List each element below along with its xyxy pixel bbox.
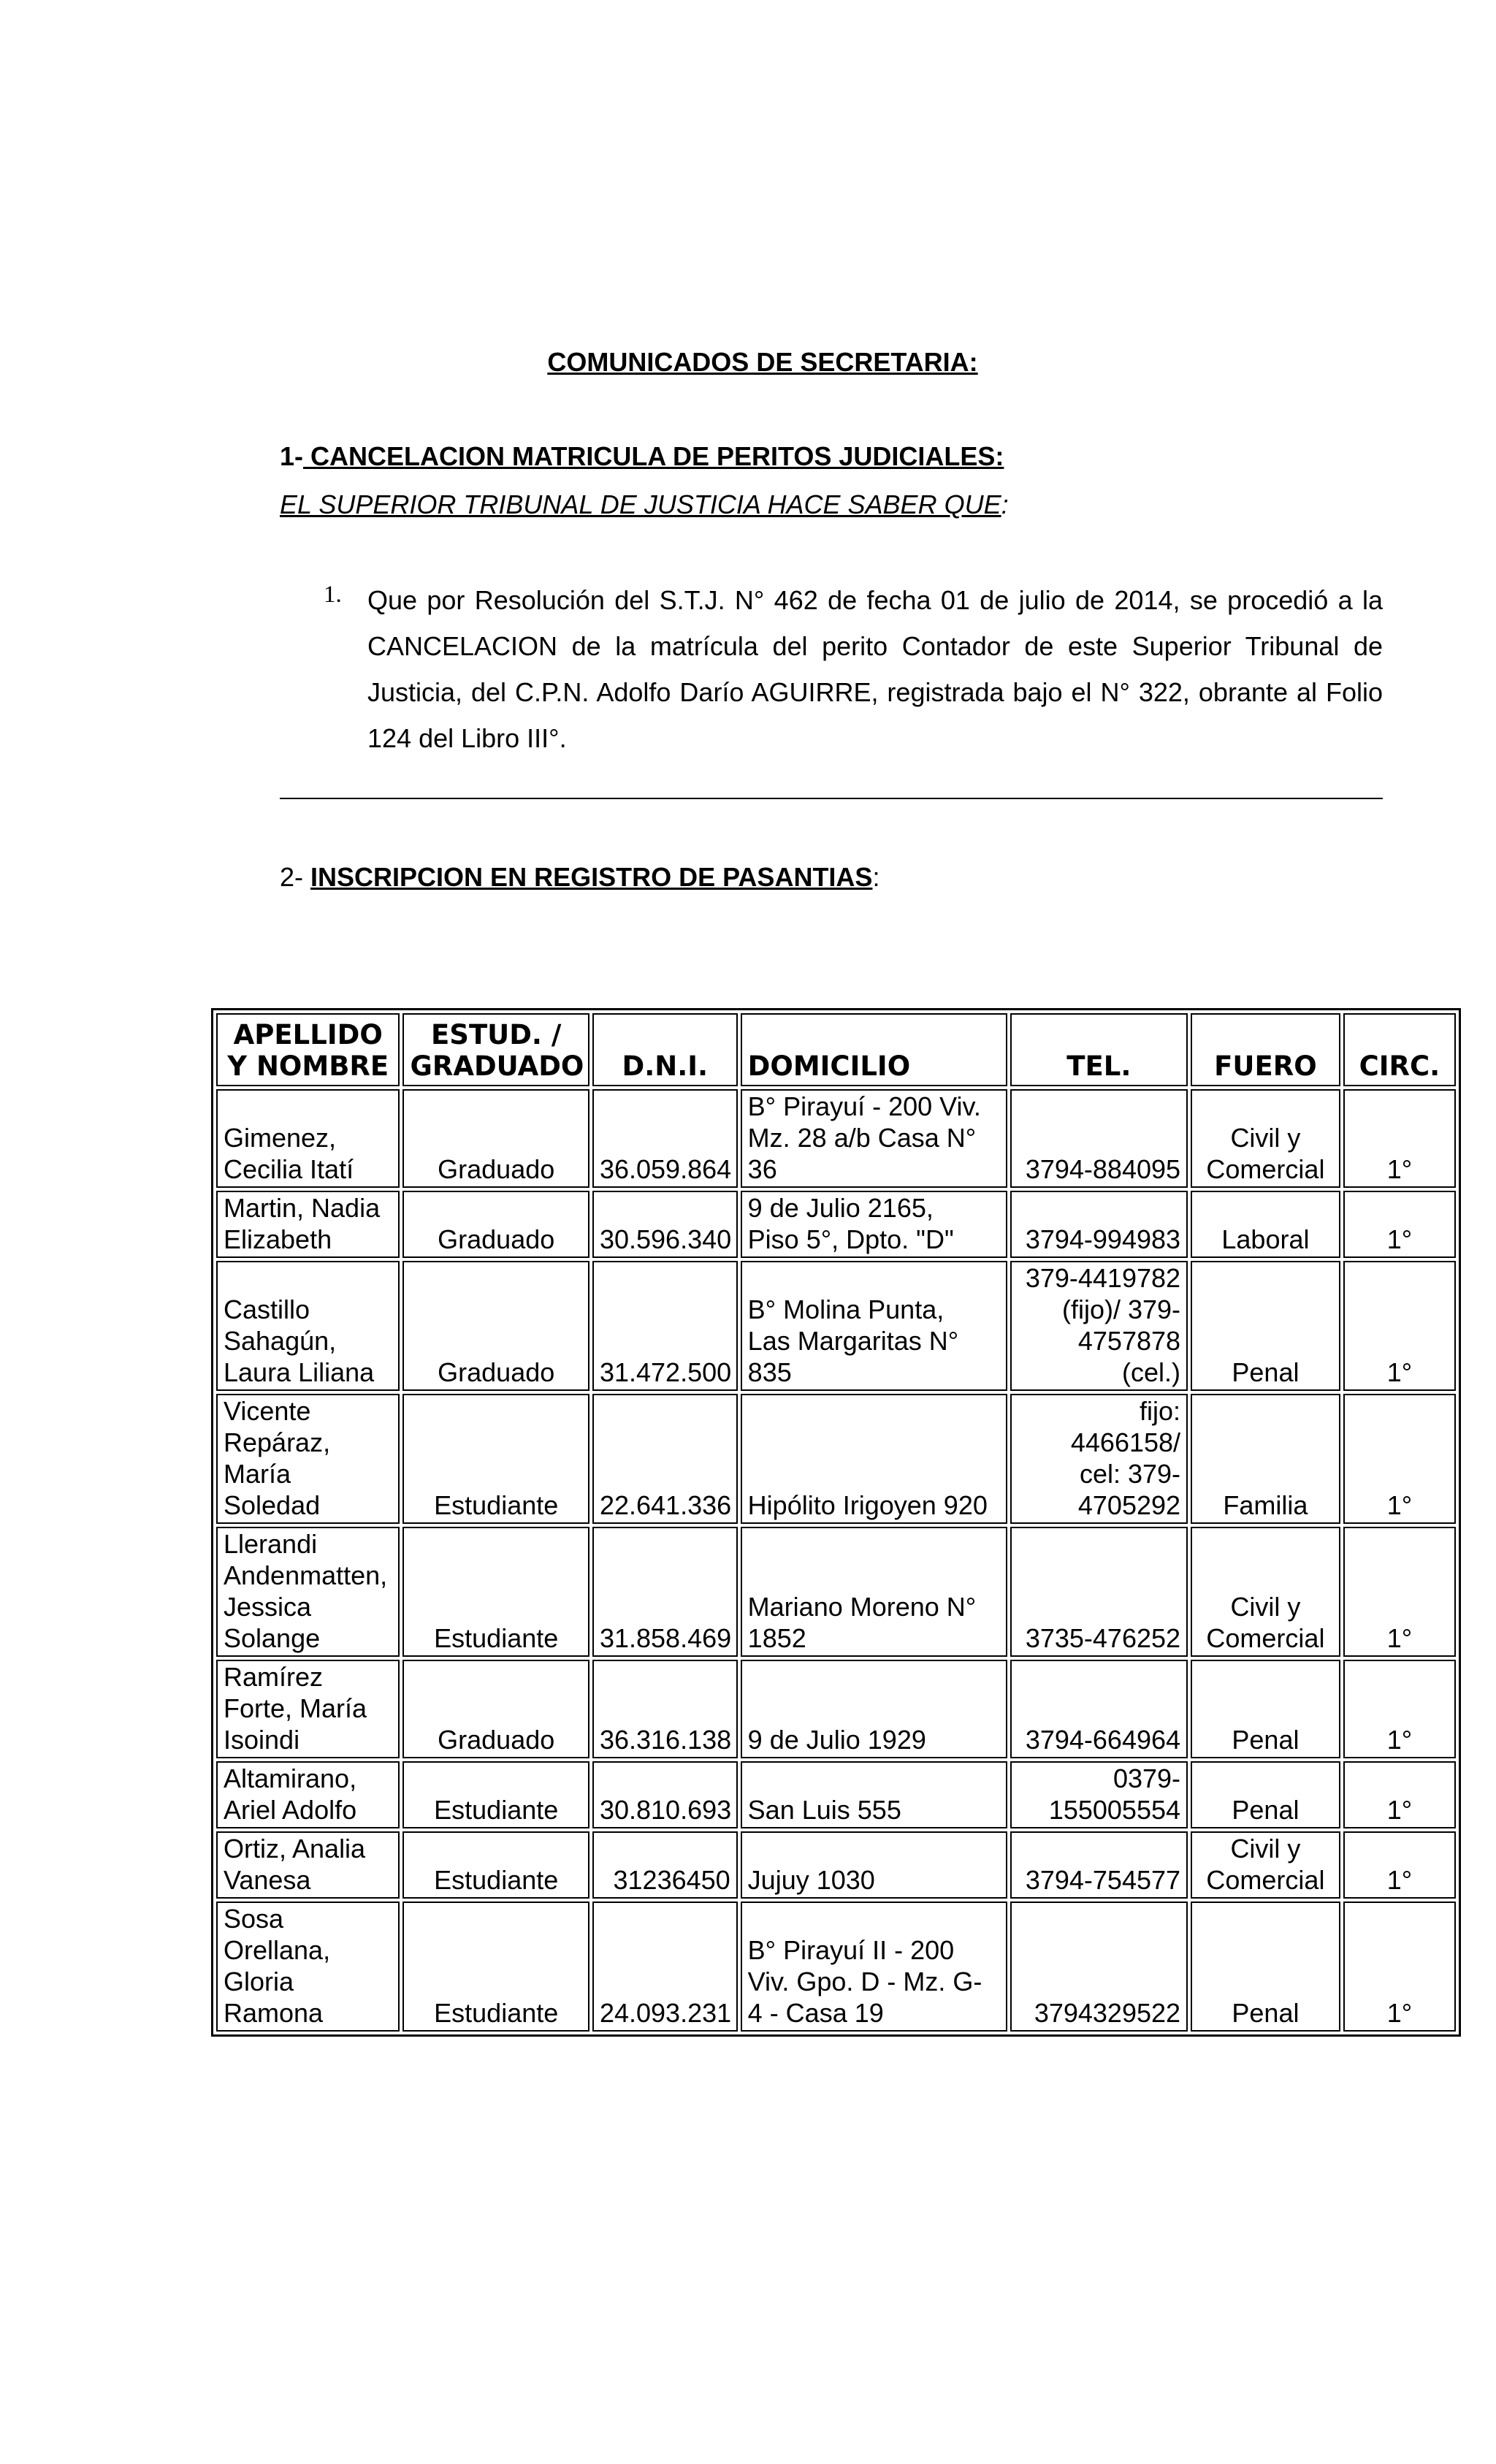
table-row [216,1089,1456,1188]
cell-fuero: Familia [1191,1394,1340,1524]
cell-circ: 1° [1343,1089,1456,1188]
cell-dni: 30.810.693 [592,1761,738,1828]
item-paragraph: Que por Resolución del S.T.J. N° 462 de fecha 01 de julio de 2014, se procedió a la CANCELACION de la matrícula del perito Contador de este Superior Tribunal de Justicia, del C.P.N. Adolfo Darío AGUIRRE, registrada bajo el N° 322, obrante al Folio 124 del Libro III°. [367,585,1383,753]
table-row [216,1394,1456,1524]
cell-dni: 36.059.864 [592,1089,738,1188]
cell-estado: Graduado [402,1660,589,1758]
item-number: 1. [324,581,342,608]
table-body [216,1089,1456,2032]
cell-circ: 1° [1343,1761,1456,1828]
cell-domicilio: B° Molina Punta, Las Margaritas N° 835 [741,1261,1007,1391]
table-header-row [216,1013,1456,1086]
section-2-number: 2- [280,862,304,892]
cell-nombre: Llerandi Andenmatten, Jessica Solange [216,1527,400,1657]
cell-estado: Graduado [402,1191,589,1258]
cell-dni: 36.316.138 [592,1660,738,1758]
section-1-subheading-suffix: : [1001,489,1009,519]
cell-tel: 3794-754577 [1010,1831,1188,1899]
cell-nombre: Altamirano, Ariel Adolfo [216,1761,400,1828]
cell-nombre: Vicente Repáraz, María Soledad [216,1394,400,1524]
cell-tel: 0379- 155005554 [1010,1761,1188,1828]
header-tel: TEL. [1010,1013,1188,1086]
cell-domicilio: Hipólito Irigoyen 920 [741,1394,1007,1524]
section-1-subheading-text: EL SUPERIOR TRIBUNAL DE JUSTICIA HACE SABER QUE [280,489,1001,519]
cell-fuero: Civil y Comercial [1191,1527,1340,1657]
cell-fuero: Penal [1191,1761,1340,1828]
horizontal-divider [280,798,1383,799]
cell-circ: 1° [1343,1660,1456,1758]
cell-fuero: Laboral [1191,1191,1340,1258]
cell-domicilio: 9 de Julio 1929 [741,1660,1007,1758]
cell-circ: 1° [1343,1261,1456,1391]
section-2-heading [280,862,879,893]
table-row [216,1191,1456,1258]
cell-domicilio: Mariano Moreno N° 1852 [741,1527,1007,1657]
cell-circ: 1° [1343,1394,1456,1524]
table-row [216,1761,1456,1828]
cell-nombre: Ortiz, Analia Vanesa [216,1831,400,1899]
header-domicilio: DOMICILIO [741,1013,1007,1086]
cell-circ: 1° [1343,1831,1456,1899]
cell-fuero: Penal [1191,1902,1340,2032]
cell-domicilio: B° Pirayuí II - 200 Viv. Gpo. D - Mz. G- 4 - Casa 19 [741,1902,1007,2032]
cell-fuero: Penal [1191,1660,1340,1758]
cell-fuero: Penal [1191,1261,1340,1391]
cell-estado: Graduado [402,1089,589,1188]
cell-fuero: Civil y Comercial [1191,1831,1340,1899]
cell-domicilio: San Luis 555 [741,1761,1007,1828]
cell-circ: 1° [1343,1191,1456,1258]
table-row [216,1660,1456,1758]
cell-nombre: Castillo Sahagún, Laura Liliana [216,1261,400,1391]
section-1-title: CANCELACION MATRICULA DE PERITOS JUDICIALES: [303,441,1004,471]
section-1-subheading [280,489,1009,520]
cell-estado: Estudiante [402,1831,589,1899]
table-row [216,1831,1456,1899]
cell-dni: 31.472.500 [592,1261,738,1391]
cell-dni: 30.596.340 [592,1191,738,1258]
header-circ: CIRC. [1343,1013,1456,1086]
section-2-suffix: : [872,862,880,892]
cell-dni: 22.641.336 [592,1394,738,1524]
cell-estado: Estudiante [402,1527,589,1657]
cell-estado: Graduado [402,1261,589,1391]
document-title: COMUNICADOS DE SECRETARIA: [547,347,978,377]
cell-domicilio: Jujuy 1030 [741,1831,1007,1899]
section-1-heading [280,441,1004,472]
header-fuero: FUERO [1191,1013,1340,1086]
section-2-title: INSCRIPCION EN REGISTRO DE PASANTIAS [310,862,873,892]
cell-dni: 31236450 [592,1831,738,1899]
cell-domicilio: 9 de Julio 2165, Piso 5°, Dpto. "D" [741,1191,1007,1258]
cell-estado: Estudiante [402,1902,589,2032]
pasantias-table [211,1008,1461,2037]
cell-tel: 3794-884095 [1010,1089,1188,1188]
cell-tel: 3735-476252 [1010,1527,1188,1657]
header-nombre: APELLIDO Y NOMBRE [216,1013,400,1086]
table-row [216,1261,1456,1391]
cell-nombre: Sosa Orellana, Gloria Ramona [216,1902,400,2032]
cell-tel: fijo: 4466158/ cel: 379- 4705292 [1010,1394,1188,1524]
cell-dni: 31.858.469 [592,1527,738,1657]
cell-estado: Estudiante [402,1394,589,1524]
cell-domicilio: B° Pirayuí - 200 Viv. Mz. 28 a/b Casa N° 36 [741,1089,1007,1188]
cell-fuero: Civil y Comercial [1191,1089,1340,1188]
cell-tel: 3794-664964 [1010,1660,1188,1758]
header-dni: D.N.I. [592,1013,738,1086]
cell-tel: 3794329522 [1010,1902,1188,2032]
numbered-item [324,577,1383,761]
table-row [216,1527,1456,1657]
section-1-number: 1- [280,441,304,471]
cell-circ: 1° [1343,1527,1456,1657]
cell-tel: 3794-994983 [1010,1191,1188,1258]
table-row [216,1902,1456,2032]
cell-nombre: Martin, Nadia Elizabeth [216,1191,400,1258]
cell-circ: 1° [1343,1902,1456,2032]
header-estudiante: ESTUD. / GRADUADO [402,1013,589,1086]
cell-nombre: Ramírez Forte, María Isoindi [216,1660,400,1758]
cell-estado: Estudiante [402,1761,589,1828]
cell-dni: 24.093.231 [592,1902,738,2032]
cell-nombre: Gimenez, Cecilia Itatí [216,1089,400,1188]
cell-tel: 379-4419782 (fijo)/ 379- 4757878 (cel.) [1010,1261,1188,1391]
